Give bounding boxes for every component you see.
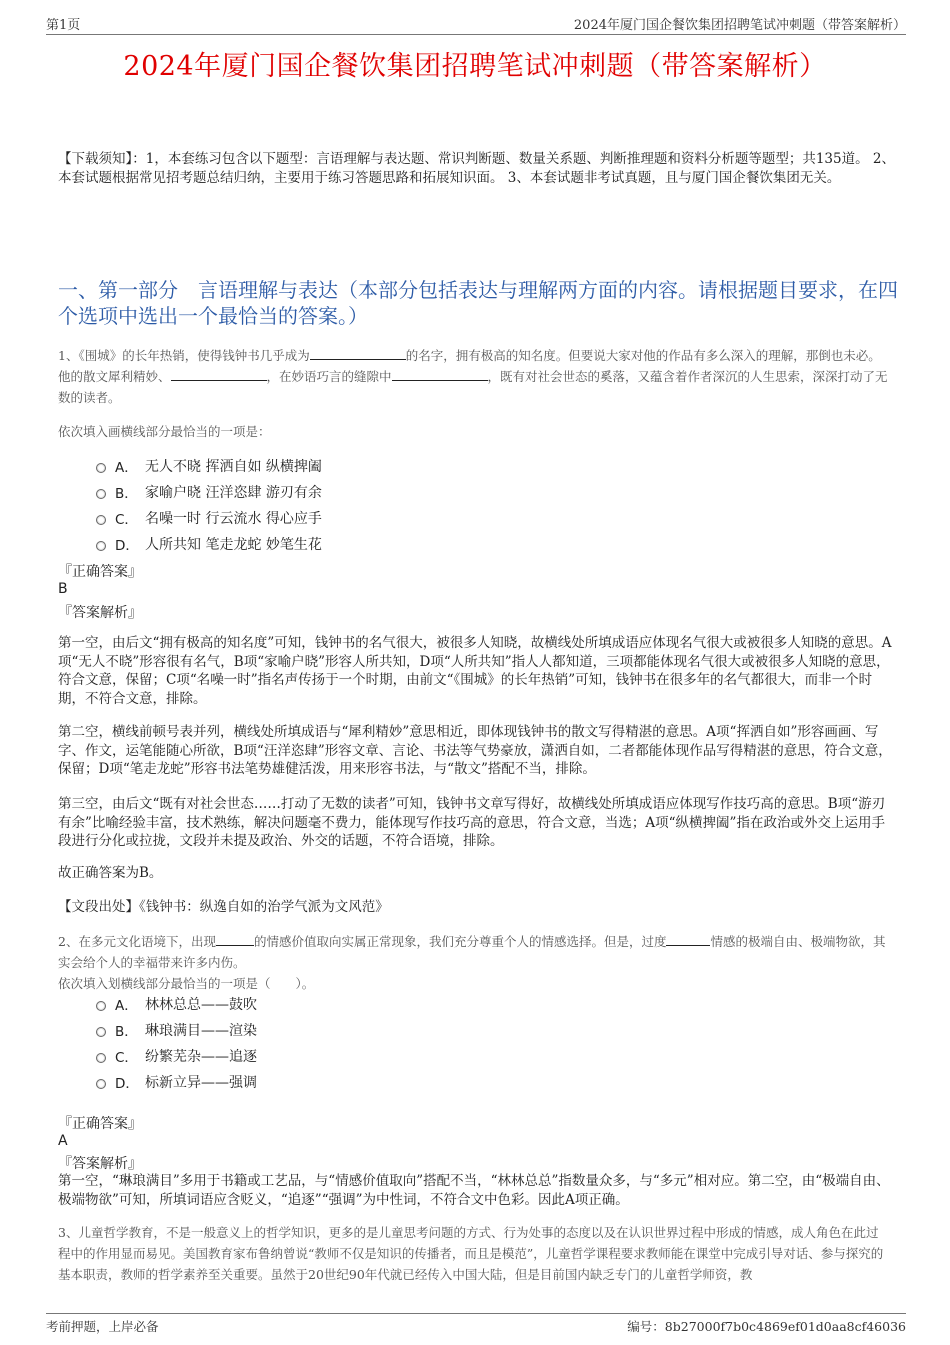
q1-analysis-p1: 第一空，由后文“拥有极高的知名度”可知，钱钟书的名气很大，被很多人知晓，故横线处所填成语应体现名气很大或被很多人知晓的意思。A项“无人不晓”形容很有名气，B项“家喻户晓”形容人所共知，D项“人所共知”指人人都知道，三项都能体现名气很大或被很多人知晓的意思，符合文意，保留；C项“名噪一时”指名声传扬于一个时期，由前文“《围城》的长年热销”可知，钱钟书在很多年的名气都很大，而非一个时期，不符合文意，排除。 bbox=[58, 635, 892, 707]
page-footer bbox=[46, 1313, 906, 1336]
q2-analysis-label: 『答案解析』 bbox=[58, 1156, 142, 1172]
blank-1 bbox=[310, 347, 406, 360]
radio-icon[interactable] bbox=[96, 463, 106, 473]
question-1-stem: 1、《围城》的长年热销，使得钱钟书几乎成为 的名字，拥有极高的知名度。但要说大家对他的作品有多么深入的理解，那倒也未必。他的散文犀利精妙、 ，在妙语巧言的缝隙中 ，既有对社会世态的奚落，又蕴含着作者深沉的人生思索，深深打动了无数的读者。 bbox=[58, 348, 888, 405]
q1-answer: B bbox=[58, 581, 68, 597]
q2-analysis: 第一空，“琳琅满目”多用于书籍或工艺品，与“情感价值取向”搭配不当，“林林总总”指数量众多，与“多元”相对应。第二空，由“极端自由、极端物欲”可知，所填词语应含贬义，“追逐”“强调”为中性词，不符合文中色彩。因此A项正确。 bbox=[58, 1173, 890, 1208]
q1-analysis-conclusion: 故正确答案为B。 bbox=[58, 865, 163, 881]
q2-option-b[interactable]: B． 琳琅满目——渲染 bbox=[96, 1017, 257, 1043]
blank-2 bbox=[171, 368, 267, 381]
page-number: 第1页 bbox=[46, 18, 81, 33]
radio-icon[interactable] bbox=[96, 1079, 106, 1089]
radio-icon[interactable] bbox=[96, 1053, 106, 1063]
radio-icon[interactable] bbox=[96, 1001, 106, 1011]
q1-option-b[interactable]: B． 家喻户晓 汪洋恣肆 游刃有余 bbox=[96, 479, 322, 505]
footer-slogan: 考前押题，上岸必备 bbox=[46, 1319, 159, 1334]
blank-1 bbox=[216, 933, 254, 946]
q1-analysis-p2: 第二空，横线前顿号表并列，横线处所填成语与“犀利精妙”意思相近，即体现钱钟书的散文写得精湛的意思。A项“挥洒自如”形容画画、写字、作文，运笔能随心所欲，B项“汪洋恣肆”形容文章、言论、书法等气势豪放，潇洒自如，二者都能体现作品写得精湛的意思，符合文意，保留；D项“笔走龙蛇”形容书法笔势雄健活泼，用来形容书法，与“散文”搭配不当，排除。 bbox=[58, 724, 892, 777]
q1-option-a[interactable]: A． 无人不晓 挥洒自如 纵横捭阖 bbox=[96, 453, 322, 479]
question-2-prompt: 依次填入划横线部分最恰当的一项是（ ）。 bbox=[58, 976, 315, 991]
download-notice: 【下载须知】：1，本套练习包含以下题型：言语理解与表达题、常识判断题、数量关系题、判断推理题和资料分析题等题型；共135道。 2、本套试题根据常见招考题总结归纳，主要用于练习答题思路和拓展知识面。 3、本套试题非考试真题，且与厦门国企餐饮集团无关。 bbox=[58, 151, 895, 186]
blank-3 bbox=[392, 368, 488, 381]
q1-analysis-p3: 第三空，由后文“既有对社会世态……打动了无数的读者”可知，钱钟书文章写得好，故横线处所填成语应体现写作技巧高的意思。B项“游刃有余”比喻经验丰富，技术熟练，解决问题毫不费力，能体现写作技巧高的意思，符合文意，当选；A项“纵横捭阖”指在政治或外交上运用手段进行分化或拉拢，文段并未提及政治、外交的话题，不符合语境，排除。 bbox=[58, 796, 886, 849]
blank-2 bbox=[666, 933, 710, 946]
q1-analysis-label: 『答案解析』 bbox=[58, 605, 142, 621]
question-3-stem: 3、儿童哲学教育，不是一般意义上的哲学知识，更多的是儿童思考问题的方式、行为处事的态度以及在认识世界过程中形成的情感，成人角色在此过程中的作用显而易见。美国教育家布鲁纳曾说“教师不仅是知识的传播者，而且是模范”，儿童哲学课程要求教师能在课堂中完成引导对话、参与探究的基本职责，教师的哲学素养至关重要。虽然于20世纪90年代就已经传入中国大陆，但是目前国内缺乏专门的儿童哲学师资，教 bbox=[58, 1225, 884, 1282]
question-2-stem: 2、在多元文化语境下，出现 的情感价值取向实属正常现象，我们充分尊重个人的情感选择。但是，过度 情感的极端自由、极端物欲，其实会给个人的幸福带来许多内伤。 bbox=[58, 934, 886, 970]
footer-id: 编号：8b27000f7b0c4869ef01d0aa8cf46036 bbox=[627, 1319, 906, 1334]
radio-icon[interactable] bbox=[96, 489, 106, 499]
question-1-prompt: 依次填入画横线部分最恰当的一项是： bbox=[58, 424, 271, 439]
q2-option-c[interactable]: C． 纷繁芜杂——追逐 bbox=[96, 1043, 257, 1069]
q1-answer-label: 『正确答案』 bbox=[58, 564, 142, 580]
q1-option-c[interactable]: C． 名噪一时 行云流水 得心应手 bbox=[96, 505, 322, 531]
q1-option-d[interactable]: D． 人所共知 笔走龙蛇 妙笔生花 bbox=[96, 531, 322, 557]
radio-icon[interactable] bbox=[96, 515, 106, 525]
question-2-options bbox=[96, 991, 257, 1095]
document-title: 2024年厦门国企餐饮集团招聘笔试冲刺题（带答案解析） bbox=[123, 51, 827, 82]
q2-answer: A bbox=[58, 1133, 68, 1149]
radio-icon[interactable] bbox=[96, 541, 106, 551]
question-1-options bbox=[96, 453, 322, 557]
header-doc-title: 2024年厦门国企餐饮集团招聘笔试冲刺题（带答案解析） bbox=[573, 18, 906, 33]
q1-source: 【文段出处】《钱钟书：纵逸自如的治学气派为文风范》 bbox=[58, 899, 389, 915]
page-header bbox=[46, 12, 906, 35]
q2-option-a[interactable]: A． 林林总总——鼓吹 bbox=[96, 991, 257, 1017]
q2-answer-label: 『正确答案』 bbox=[58, 1116, 142, 1132]
q2-option-d[interactable]: D． 标新立异——强调 bbox=[96, 1069, 257, 1095]
section-heading: 一、第一部分 言语理解与表达（本部分包括表达与理解两方面的内容。请根据题目要求，在四个选项中选出一个最恰当的答案。） bbox=[58, 278, 898, 328]
radio-icon[interactable] bbox=[96, 1027, 106, 1037]
